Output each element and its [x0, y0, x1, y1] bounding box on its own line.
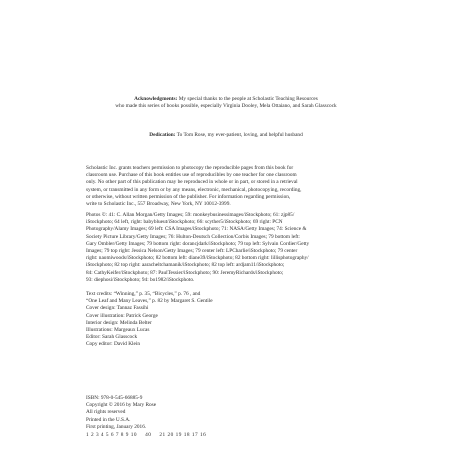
publication-info — [86, 395, 374, 431]
photo-credits-line: 84: CathyKeifer/iStockphoto; 87: PaulTessier/iStockphoto; 90: JeremyRichards/iStockphoto; — [86, 269, 284, 276]
acknowledgments-line-2: who made this series of books possible, especially Virginia Dooley, Mela Ottaiano, and Sarah Glasscock — [115, 103, 337, 110]
text-credits-line-2: “One Leaf and Many Leaves,” p. 82 by Margaret S. Gentile — [86, 298, 213, 305]
photo-credits-line: Images; 79 top right: Jessica Nelson/Getty Images; 79 center left: LPCharlie/iStockphoto; 79 center — [86, 248, 298, 255]
copy-editor-credit: Copy editor: David Klein — [86, 341, 140, 348]
interior-design-credit: Interior design: Melinda Belter — [86, 319, 152, 326]
dedication-text: To Tom Rose, my ever-patient, loving, and helpful husband — [176, 132, 303, 138]
permissions-line: system, or transmitted in any form or by any means, electronic, mechanical, photocopying, recording, — [86, 186, 302, 193]
dedication-section — [0, 132, 452, 139]
acknowledgments-section — [0, 96, 452, 111]
photo-credits-line: Society Picture Library/Getty Images; 76: Hulton-Deutsch Collection/Corbis Images; 79 bottom left: — [86, 233, 300, 240]
photo-credits-line: Gary Ombler/Getty Images; 79 bottom right: dorancjdark/iStockphoto; 79 top left: Sylvain Cordier/Getty — [86, 240, 310, 247]
cover-illustration-credit: Cover illustration: Patrick George — [86, 312, 158, 319]
photo-credits-line: Photos ©: 41: C. Allan Morgan/Getty Images; 59: monkeybusinessimages/iStockphoto; 61: zjp85/ — [86, 212, 295, 218]
number-line-right: 21 20 19 18 17 16 — [159, 432, 207, 438]
printing-number-line — [86, 432, 374, 439]
photo-credits-line: right: naomiwoods/iStockphoto; 82 bottom left: diane39/iStockphoto; 82 bottom right: lillisphotography/ — [86, 255, 309, 262]
printed-in: Printed in the U.S.A. — [86, 416, 131, 423]
number-line-left: 1 2 3 4 5 6 7 8 9 10 — [86, 432, 138, 438]
permissions-line: or otherwise, without written permission of the publisher. For information regarding permission, — [86, 193, 291, 200]
copyright-notice: Copyright © 2016 by Mary Rose — [86, 402, 157, 409]
permissions-line: write to Scholastic Inc., 557 Broadway, New York, NY 10012-3999. — [86, 201, 231, 208]
dedication-heading: Dedication: — [149, 132, 176, 138]
permissions-paragraph — [86, 165, 374, 208]
permissions-line: classroom use. Purchase of this book entitles use of reproducibles by one teacher for one classroom — [86, 172, 297, 179]
number-line-middle: 40 — [145, 432, 152, 438]
photo-credits-line: Photography/Alamy Images; 69 left: CSA Images/iStockphoto; 71: NASA/Getty Images; 74: Science & — [86, 226, 307, 233]
photo-credits-paragraph — [86, 212, 374, 284]
photo-credits-line: iStockphoto; 82 top right: aaracheltchamanik/iStockphoto; 82 top left: ardjam11/iStockphoto; — [86, 262, 285, 269]
credits-list — [86, 291, 374, 349]
rights-reserved: All rights reserved — [86, 409, 126, 416]
permissions-line: only. No other part of this publication may be reproduced in whole or in part, or stored in a retrieval — [86, 179, 298, 186]
photo-credits-line: 93: diephosi/iStockphoto; 94: bo1982/iStockphoto. — [86, 276, 195, 283]
acknowledgments-line-1: My special thanks to the people at Scholastic Teaching Resources — [178, 96, 318, 102]
illustrations-credit: Illustrations: Margeaux Lucas — [86, 327, 150, 334]
editor-credit: Editor: Sarah Glasscock — [86, 334, 138, 341]
cover-design-credit: Cover design: Tannaz Fassihi — [86, 305, 149, 312]
text-credits-line-1: Text credits: “Winning,” p. 35, “Bicycles,” p. 76 , and — [86, 291, 201, 297]
photo-credits-line: iStockphoto; 64 left, right: babyblueut/iStockphoto; 66: scyther5/iStockphoto; 69 right: PCN — [86, 219, 283, 226]
isbn: ISBN: 978-0-545-66885-9 — [86, 395, 143, 401]
permissions-line: Scholastic Inc. grants teachers permission to photocopy the reproducible pages from this book for — [86, 165, 294, 171]
acknowledgments-heading: Acknowledgments: — [134, 96, 178, 102]
first-printing: First printing, January 2016. — [86, 423, 147, 430]
